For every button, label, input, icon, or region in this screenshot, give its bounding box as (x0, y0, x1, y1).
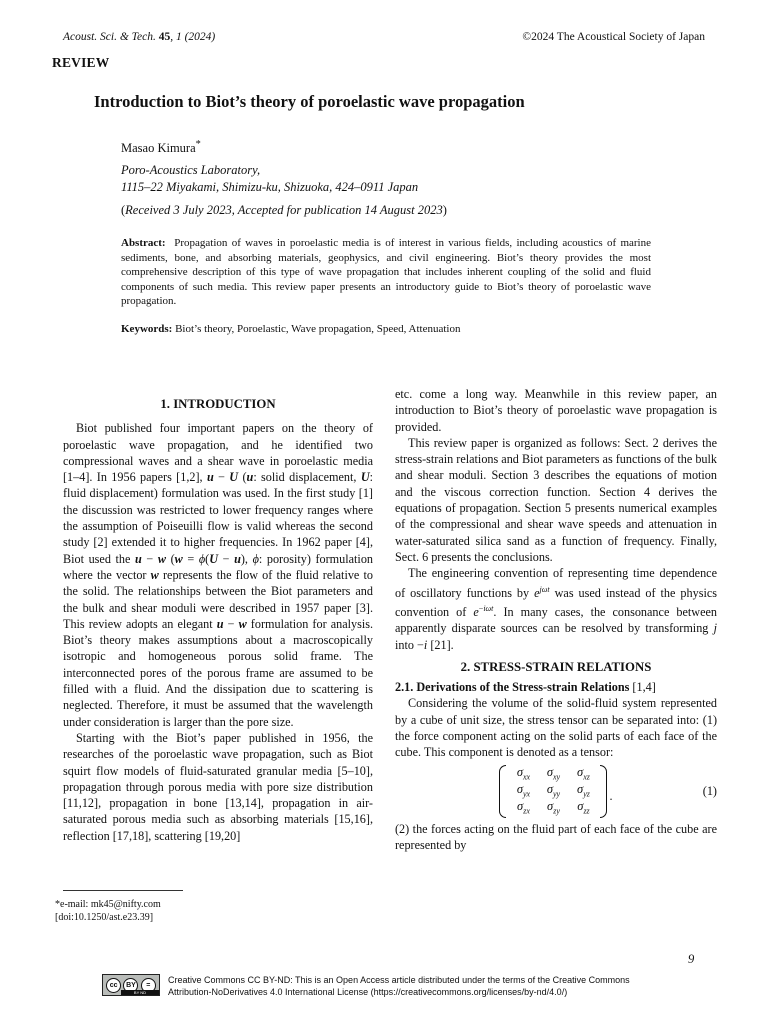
paragraph: etc. come a long way. Meanwhile in this review paper, an introduction to Biot’s theory of poroelastic wave propagation is provided. (395, 387, 717, 434)
matrix-entry: $\sigma_{xz}$ (577, 764, 590, 782)
equation-number: (1) (702, 783, 717, 798)
section-heading-introduction: 1. INTRODUCTION (160, 397, 276, 411)
matrix-entry: $\sigma_{zz}$ (577, 798, 590, 816)
paragraph: Starting with the Biot’s paper published in 1956, the researches of the poroelastic wave propagation, such as Biot squirt flow models of fluid-saturated granular media [5–10], propagation through porous media with pore size distribution [11,12], propagation in bone [13,14], propagation in air-saturated porous media such as absorbing materials [15,16], reflection [17,18], scattering [19,20] (63, 730, 373, 843)
stress-tensor-matrix (499, 765, 607, 818)
running-head (63, 31, 705, 43)
received-dates: (Received 3 July 2023, Accepted for publication 14 August 2023) (121, 203, 447, 217)
license-text: Creative Commons CC BY-ND: This is an Open Access article distributed under the terms of the Creative Commons Attribution-NoDerivatives 4.0 International License (https://creativecommons.org/licenses/by-nd/4.0/) (168, 975, 630, 997)
keywords (121, 322, 651, 337)
abstract (121, 236, 651, 309)
badge-strip-label: BY ND (121, 990, 159, 995)
author-name: Masao Kimura* (121, 139, 201, 156)
matrix-entry: $\sigma_{yx}$ (516, 781, 531, 799)
matrix-entry: $\sigma_{zx}$ (517, 798, 530, 816)
page-number: 9 (688, 952, 695, 966)
abstract-text: Propagation of waves in poroelastic media is of interest in various fields, including acoustics of marine sediments, bone, and absorbing materials, geophysics, and civil engineering. Biot’s theory provides the most comprehensive description of this type of wave propagation that includes inherent coupling of the solid and fluid components of such media. This review paper presents an introductory guide to Biot’s theory of poroelastic wave propagation. (121, 237, 651, 307)
paragraph: (2) the forces acting on the fluid part of each face of the cube are represented by (395, 821, 717, 852)
journal-citation: Acoust. Sci. & Tech. 45, 1 (2024) (63, 31, 216, 43)
by-attribution-icon: BY (123, 978, 138, 993)
subsection-heading: 2.1. Derivations of the Stress-strain Relations [1,4] (395, 680, 656, 695)
affiliation: Poro-Acoustics Laboratory, 1115–22 Miyakami, Shimizu-ku, Shizuoka, 424–0911 Japan (121, 163, 419, 194)
author-email: *e-mail: mk45@nifty.com (55, 899, 161, 910)
article-type-label: REVIEW (52, 55, 110, 70)
paragraph: Biot published four important papers on the theory of poroelastic wave propagation, and he identified two compressional waves and a shear wave in poroelastic media [1–4]. In 1956 papers [1,2], u − U (u: solid displacement, U: fluid displacement) formulation was used. In the first study [1] the discussion was restricted to lower frequency ranges where the assumption of Poiseuilli flow is valid whereas the second study [2] extended it to higher frequencies. In 1962 paper [4], Biot used the u − w (w = ϕ(U − u), ϕ: porosity) formulation where the vector w represents the flow of the fluid relative to the solid. The relationships between the Biot parameters and the bulk and shear moduli were described in 1957 paper [3]. This review adopts an elegant u − w formulation for analysis. Biot’s theory makes assumptions about a macroscopically isotropic and homogeneous porous solid frame. The interconnected pores of the porous frame are assumed to be filled with a fluid. And the dissipation due to scattering is neglected. Therefore, it must be assumed that the wavelength under consideration is larger than the pore size. (63, 421, 374, 729)
doi: [doi:10.1250/ast.e23.39] (55, 912, 154, 923)
cc-icon: cc (106, 978, 121, 993)
matrix-entry: $\sigma_{xy}$ (546, 764, 561, 782)
paper-title: Introduction to Biot’s theory of poroelastic wave propagation (94, 92, 525, 111)
paragraph: The engineering convention of representing time dependence of oscillatory functions by $e^{j\omega t}$ was used instead of the physics convention of $e^{-i\omega t}$. In many cases, the consonance between apparently disparate sources can be resolved by transforming j into −i [21]. (395, 566, 717, 652)
keywords-text: Biot’s theory, Poroelastic, Wave propagation, Speed, Attenuation (175, 323, 461, 335)
paragraph: Considering the volume of the solid-fluid system represented by a cube of unit size, the stress tensor can be separated into: (1) the force component acting on the solid parts of each face of the cube. This component is denoted as a tensor: (395, 696, 717, 760)
matrix-entry: $\sigma_{yz}$ (577, 781, 590, 799)
license-notice (102, 974, 630, 998)
footnote (55, 898, 161, 924)
keywords-label: Keywords: (121, 323, 173, 335)
copyright-notice: ©2024 The Acoustical Society of Japan (522, 31, 705, 43)
cc-by-nd-badge-icon[interactable] (102, 974, 160, 996)
section-heading-stress-strain: 2. STRESS-STRAIN RELATIONS (460, 659, 652, 674)
paragraph: This review paper is organized as follows: Sect. 2 derives the stress-strain relations and Biot parameters as functions of the bulk and shear moduli. Section 3 describes the equations of motion and the viscous correction function. Section 4 derives the equations of propagation. Section 5 presents numerical examples of the compressional and shear wave speeds and attenuation in water-saturated silica sand as a function of frequency. Finally, Sect. 6 presents the conclusions. (395, 435, 717, 564)
matrix-entry: $\sigma_{yy}$ (546, 781, 561, 799)
no-derivatives-icon: = (141, 978, 156, 993)
matrix-entry: $\sigma_{zy}$ (547, 798, 560, 816)
right-column (395, 386, 717, 853)
left-column (63, 395, 373, 844)
abstract-label: Abstract: (121, 237, 166, 249)
matrix-entry: $\sigma_{xx}$ (516, 764, 531, 782)
equation-1: $\sigma_{xx}$ $\sigma_{xy}$ $\sigma_{xz}$ $\sigma_{yx}$ $\sigma_{yy}$ $\sigma_{yz}$ $\sigma_{zx}$ $\sigma_{zy}$ $\sigma_{zz}$ . (1) (395, 765, 717, 819)
footnote-divider (63, 890, 183, 891)
